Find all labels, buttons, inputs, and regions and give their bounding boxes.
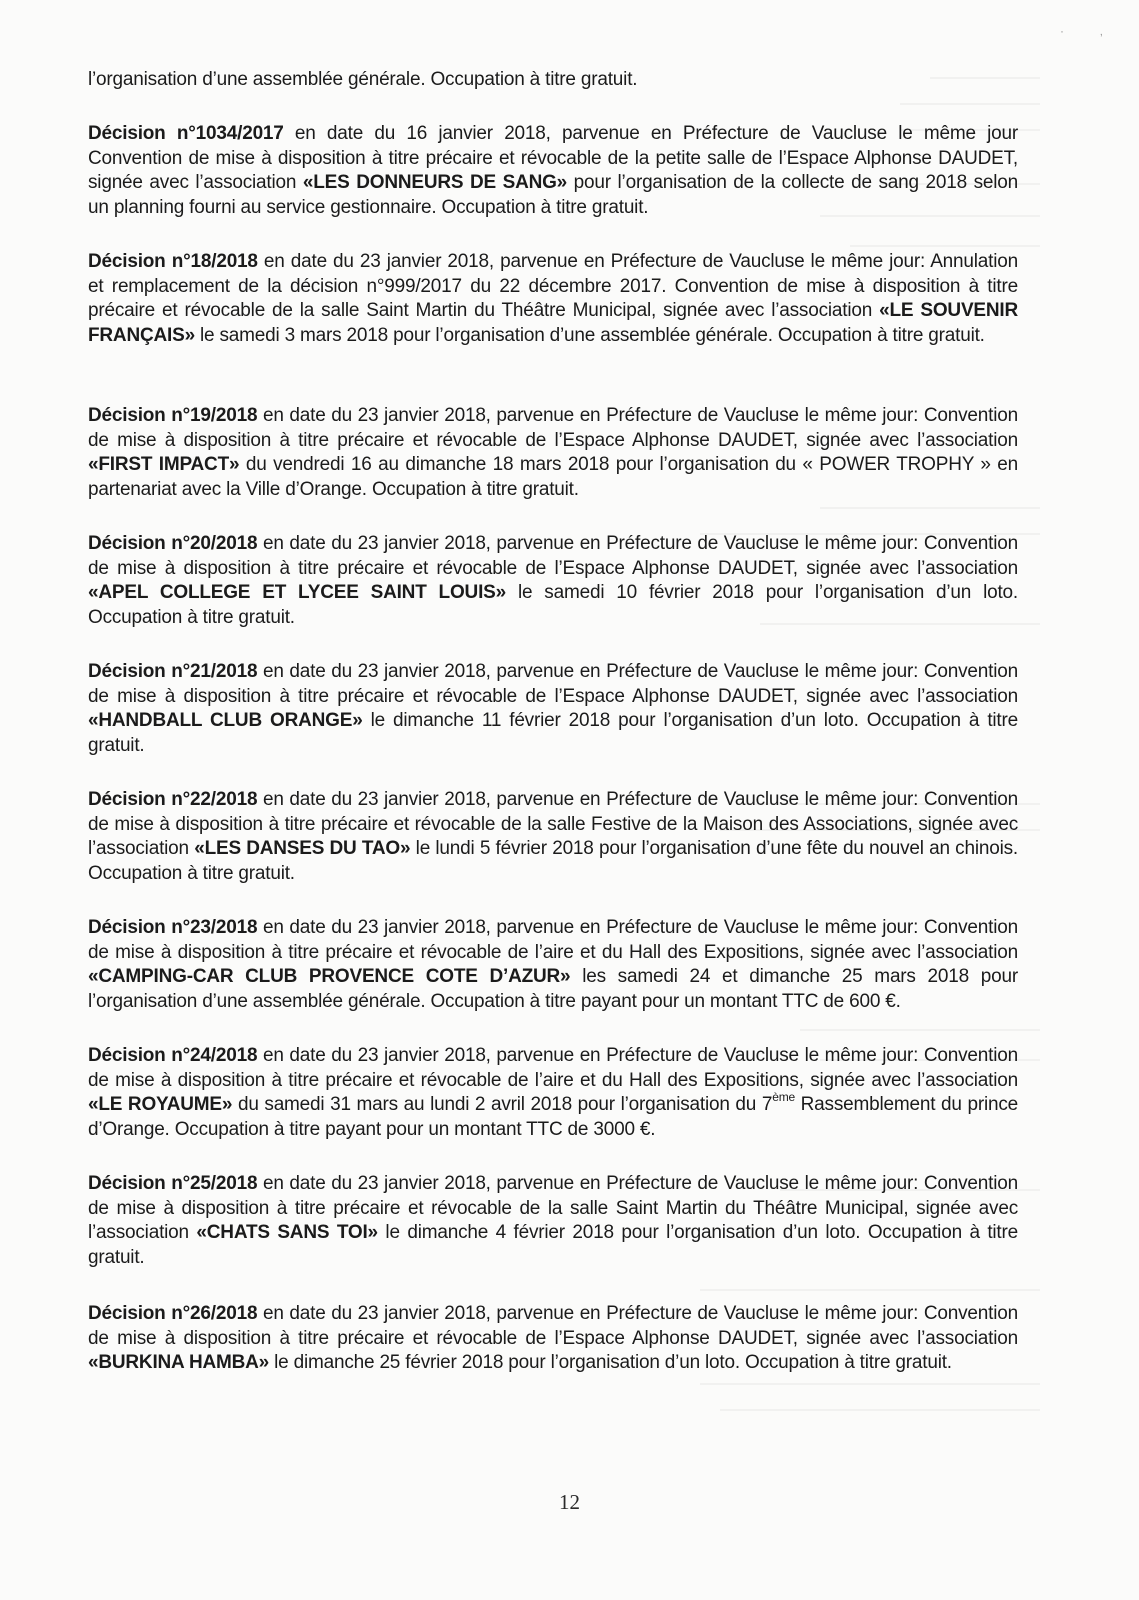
decision-body: en date du 23 janvier 2018, parvenue en Préfecture de Vaucluse le même jour: Convention de mise à disposition à titre précaire et révocable de l’aire et du Hall des Expositions, signée avec l’association [88, 917, 1018, 963]
decision-ref: Décision n°1034/2017 [88, 123, 284, 144]
decision-body: en date du 23 janvier 2018, parvenue en Préfecture de Vaucluse le même jour: Convention de mise à disposition à titre précaire et révocable de l’Espace Alphonse DAUDET, signée avec l’association [88, 405, 1018, 451]
decision-body-end: pour l’organisation de la collecte de sang 2018 selon un planning fourni au service gestionnaire. Occupation à titre gratuit. [88, 172, 1018, 218]
association-name: «APEL COLLEGE ET LYCEE SAINT LOUIS» [88, 582, 506, 604]
association-name: «LES DONNEURS DE SANG» [302, 172, 568, 194]
intro-text: l’organisation d’une assemblée générale. Occupation à titre gratuit. [88, 69, 638, 90]
decision-body: en date du 23 janvier 2018, parvenue en Préfecture de Vaucluse le même jour: Annulation et remplacement de la décision n°999/2017 du 22 décembre 2017. Convention de mise à disposition à titre précaire et révocable de la salle Saint Martin du Théâtre Municipal, signée avec l’association [88, 251, 1018, 322]
decision-ref: Décision n°19/2018 [88, 405, 258, 426]
decision-body: en date du 23 janvier 2018, parvenue en Préfecture de Vaucluse le même jour: Convention de mise à disposition à titre précaire et révocable de l’Espace Alphonse DAUDET, signée avec l’association [88, 533, 1018, 579]
decision-paragraph [88, 660, 1018, 758]
decision-paragraph [88, 1172, 1018, 1270]
decision-body-end: le samedi 3 mars 2018 pour l’organisation d’une assemblée générale. Occupation à titre gratuit. [194, 324, 985, 346]
decision-ref: Décision n°20/2018 [88, 533, 258, 554]
decision-body: en date du 23 janvier 2018, parvenue en Préfecture de Vaucluse le même jour: Convention de mise à disposition à titre précaire et révocable de l’Espace Alphonse DAUDET, signée avec l’association [88, 1303, 1018, 1349]
decision-body-end: le dimanche 4 février 2018 pour l’organisation d’un loto. Occupation à titre gratuit. [88, 1222, 1018, 1268]
decision-body-end: le lundi 5 février 2018 pour l’organisation d’une fête du nouvel an chinois. Occupation à titre gratuit. [88, 838, 1018, 884]
association-name: «CAMPING-CAR CLUB PROVENCE COTE D’AZUR» [88, 966, 571, 988]
decision-paragraph [88, 250, 1018, 348]
decision-body-end: les samedi 24 et dimanche 25 mars 2018 pour l’organisation d’une assemblée générale. Occupation à titre payant pour un montant TTC de 600 €. [88, 966, 1018, 1012]
decision-body-end: le samedi 10 février 2018 pour l’organisation d’un loto. Occupation à titre gratuit. [88, 582, 1018, 628]
decision-body-end: du vendredi 16 au dimanche 18 mars 2018 pour l’organisation du « POWER TROPHY » en partenariat avec la Ville d’Orange. Occupation à titre gratuit. [88, 454, 1018, 500]
decision-ref: Décision n°26/2018 [88, 1303, 258, 1324]
page-number: 12 [559, 1490, 580, 1514]
decision-body: en date du 23 janvier 2018, parvenue en Préfecture de Vaucluse le même jour: Convention de mise à disposition à titre précaire et révocable de l’Espace Alphonse DAUDET, signée avec l’association [88, 661, 1018, 707]
decision-paragraph [88, 404, 1018, 502]
association-name: «FIRST IMPACT» [88, 454, 240, 476]
decision-ref: Décision n°25/2018 [88, 1173, 258, 1194]
corner-speck-mark: ‚ [1100, 24, 1103, 38]
decision-paragraph [88, 1044, 1018, 1142]
decision-ref: Décision n°23/2018 [88, 917, 258, 938]
decision-body: en date du 16 janvier 2018, parvenue en Préfecture de Vaucluse le même jour Convention de mise à disposition à titre précaire et révocable de la petite salle de l’Espace Alphonse DAUDET, signée avec l’association [88, 123, 1018, 194]
corner-speck-mark: · [1060, 24, 1064, 38]
decision-paragraph [88, 122, 1018, 220]
association-name: «CHATS SANS TOI» [196, 1222, 378, 1244]
decision-ref: Décision n°21/2018 [88, 661, 258, 682]
association-name: «LES DANSES DU TAO» [194, 838, 411, 860]
decision-body: en date du 23 janvier 2018, parvenue en Préfecture de Vaucluse le même jour: Convention de mise à disposition à titre précaire et révocable de la salle Saint Martin du Théâtre Municipal, signée avec l’association [88, 1173, 1018, 1244]
decision-paragraph [88, 788, 1018, 886]
decision-body-end: le dimanche 11 février 2018 pour l’organisation d’un loto. Occupation à titre gratuit. [88, 710, 1018, 756]
decision-ref: Décision n°22/2018 [88, 789, 258, 810]
decision-paragraph [88, 916, 1018, 1014]
decision-paragraph [88, 1302, 1018, 1376]
decision-body: en date du 23 janvier 2018, parvenue en Préfecture de Vaucluse le même jour: Convention de mise à disposition à titre précaire et révocable de la salle Festive de la Maison des Associations, signée avec l’association [88, 789, 1018, 860]
association-name: «LE SOUVENIR FRANÇAIS» [88, 300, 1019, 346]
association-name: «HANDBALL CLUB ORANGE» [88, 710, 363, 732]
association-name: «BURKINA HAMBA» [88, 1352, 270, 1374]
decision-ref: Décision n°24/2018 [88, 1045, 258, 1066]
decision-body-mid: du samedi 31 mars au lundi 2 avril 2018 pour l’organisation du 7 [232, 1094, 773, 1116]
decision-ref: Décision n°18/2018 [88, 251, 258, 272]
decision-paragraph [88, 532, 1018, 630]
decision-body-end: Rassemblement du prince d’Orange. Occupation à titre payant pour un montant TTC de 3000 €. [88, 1094, 1018, 1140]
intro-paragraph [88, 68, 1018, 93]
ordinal-superscript: ème [772, 1089, 795, 1104]
decision-body: en date du 23 janvier 2018, parvenue en Préfecture de Vaucluse le même jour: Convention de mise à disposition à titre précaire et révocable de l’aire et du Hall des Expositions, signée avec l’association [88, 1045, 1018, 1091]
decision-body-end: le dimanche 25 février 2018 pour l’organisation d’un loto. Occupation à titre gratuit. [269, 1352, 952, 1374]
association-name: «LE ROYAUME» [88, 1094, 233, 1116]
